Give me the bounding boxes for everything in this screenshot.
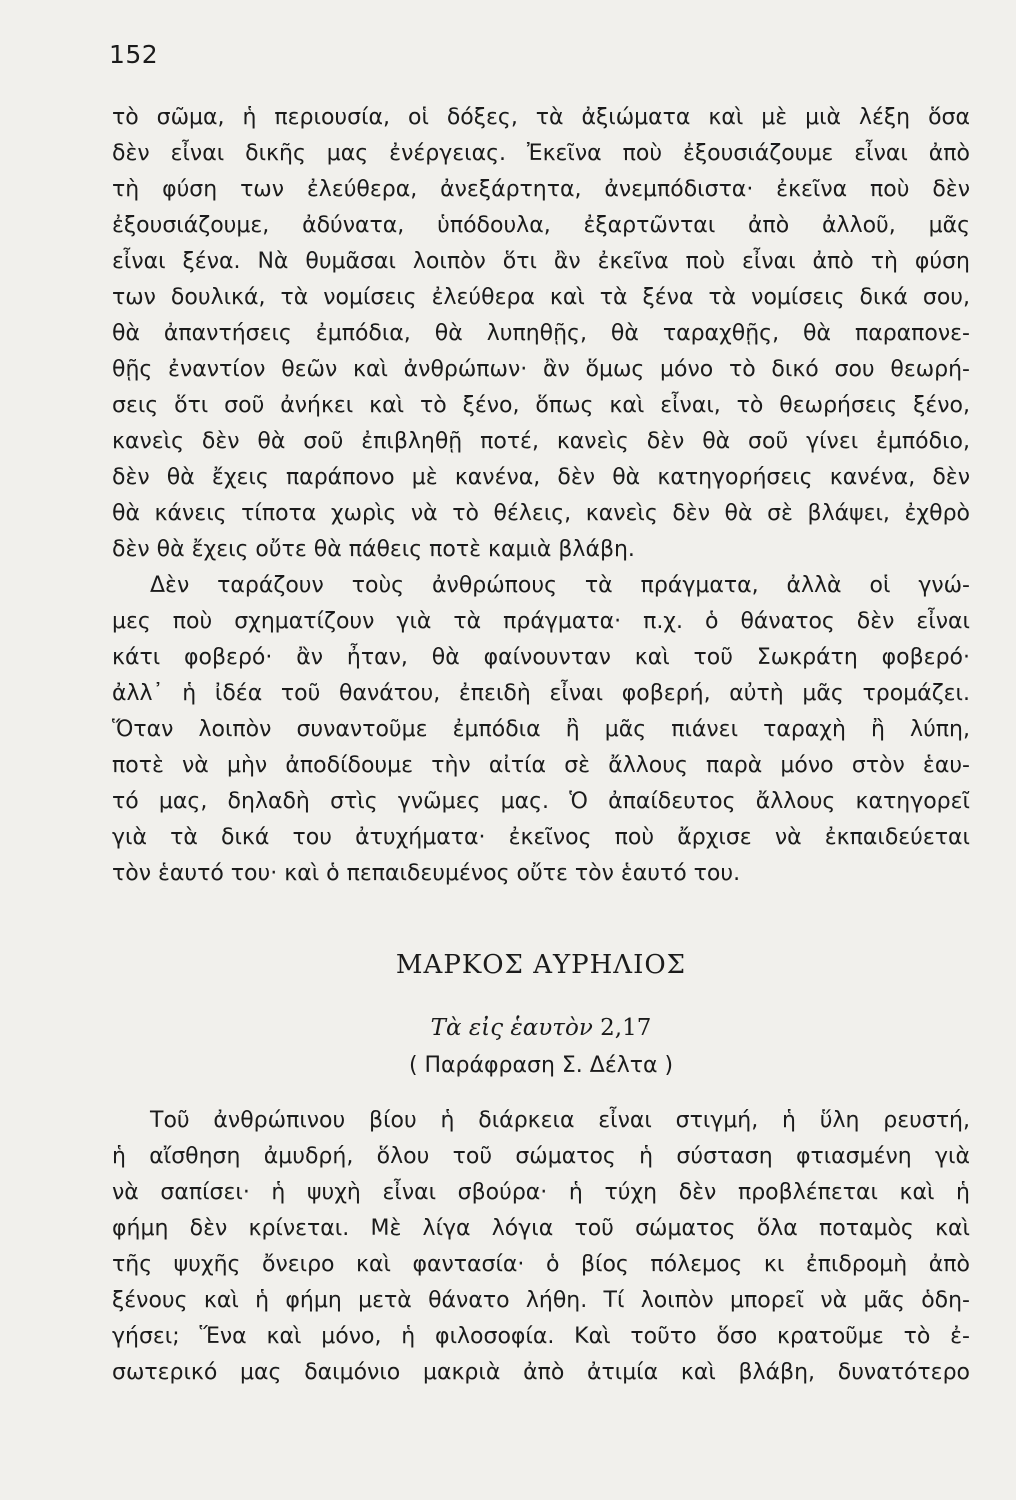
work-reference: 2,17 [600,1015,652,1041]
text-line: θῇς ἐναντίον θεῶν καὶ ἀνθρώπων· ἂν ὅμως μόνο τὸ δικό σου θεωρή- [112,357,970,382]
text-line: Τοῦ ἀνθρώπινου βίου ἡ διάρκεια εἶναι στιγμή, ἡ ὕλη ρευστή, [150,1108,970,1133]
text-line: μες ποὺ σχηματίζουν γιὰ τὰ πράγματα· π.χ. ὁ θάνατος δὲν εἶναι [112,609,970,634]
text-line: τὸν ἑαυτό του· καὶ ὁ πεπαιδευμένος οὔτε τὸν ἑαυτό του. [112,861,741,886]
paragraph-epictetus-continuation [112,100,970,568]
text-line: τὴ φύση των ἐλεύθερα, ἀνεξάρτητα, ἀνεμπόδιστα· ἐκεῖνα ποὺ δὲν [112,177,970,202]
work-name: Τὰ εἰς ἑαυτὸν [430,1015,593,1041]
text-line: φήμη δὲν κρίνεται. Μὲ λίγα λόγια τοῦ σώματος ὅλα ποταμὸς καὶ [112,1216,970,1241]
text-line: ἡ αἴσθηση ἀμυδρή, ὅλου τοῦ σώματος ἡ σύσταση φτιασμένη γιὰ [112,1144,970,1169]
text-line: σεις ὅτι σοῦ ἀνήκει καὶ τὸ ξένο, ὅπως καὶ εἶναι, τὸ θεωρήσεις ξένο, [112,393,970,418]
section-title: ΜΑΡΚΟΣ ΑΥΡΗΛΙΟΣ [395,950,687,980]
text-line: Ὅταν λοιπὸν συναντοῦμε ἐμπόδια ἢ μᾶς πιάνει ταραχὴ ἢ λύπη, [112,717,970,742]
paraphrase-note: ( Παράφραση Σ. Δέλτα ) [408,1053,674,1078]
text-line: θὰ κάνεις τίποτα χωρὶς νὰ τὸ θέλεις, κανεὶς δὲν θὰ σὲ βλάψει, ἐχθρὸ [112,501,970,526]
text-line: ἐξουσιάζουμε, ἀδύνατα, ὑπόδουλα, ἐξαρτῶνται ἀπὸ ἀλλοῦ, μᾶς [112,213,970,238]
page-number: 152 [109,40,159,69]
text-line: γήσει; Ἕνα καὶ μόνο, ἡ φιλοσοφία. Καὶ τοῦτο ὅσο κρατοῦμε τὸ ἐ- [112,1324,970,1349]
text-line: σωτερικό μας δαιμόνιο μακριὰ ἀπὸ ἀτιμία καὶ βλάβη, δυνατότερο [112,1360,970,1385]
text-line: θὰ ἀπαντήσεις ἐμπόδια, θὰ λυπηθῇς, θὰ ταραχθῇς, θὰ παραπονε- [112,321,970,346]
text-line: νὰ σαπίσει· ἡ ψυχὴ εἶναι σβούρα· ἡ τύχη δὲν προβλέπεται καὶ ἡ [112,1180,970,1205]
text-line: τῆς ψυχῆς ὄνειρο καὶ φαντασία· ὁ βίος πόλεμος κι ἐπιδρομὴ ἀπὸ [112,1252,970,1277]
paragraph-marcus-aurelius [112,1103,970,1391]
paragraph-opinions [112,568,970,892]
text-line: κάτι φοβερό· ἂν ἦταν, θὰ φαίνουνταν καὶ τοῦ Σωκράτη φοβερό· [112,645,970,670]
text-line: δὲν θὰ ἔχεις οὔτε θὰ πάθεις ποτὲ καμιὰ βλάβη. [112,537,635,562]
text-line: ποτὲ νὰ μὴν ἀποδίδουμε τὴν αἰτία σὲ ἄλλους παρὰ μόνο στὸν ἑαυ- [112,753,970,778]
work-title [112,1015,970,1041]
text-line: γιὰ τὰ δικά του ἀτυχήματα· ἐκεῖνος ποὺ ἄρχισε νὰ ἐκπαιδεύεται [112,825,970,850]
text-line: κανεὶς δὲν θὰ σοῦ ἐπιβληθῇ ποτέ, κανεὶς δὲν θὰ σοῦ γίνει ἐμπόδιο, [112,429,970,454]
text-line: των δουλικά, τὰ νομίσεις ἐλεύθερα καὶ τὰ ξένα τὰ νομίσεις δικά σου, [112,285,970,310]
text-line: εἶναι ξένα. Νὰ θυμᾶσαι λοιπὸν ὅτι ἂν ἐκεῖνα ποὺ εἶναι ἀπὸ τὴ φύση [112,249,970,274]
text-line: ἀλλ᾽ ἡ ἰδέα τοῦ θανάτου, ἐπειδὴ εἶναι φοβερή, αὐτὴ μᾶς τρομάζει. [112,681,970,706]
text-line: δὲν θὰ ἔχεις παράπονο μὲ κανένα, δὲν θὰ κατηγορήσεις κανένα, δὲν [112,465,970,490]
text-line: τὸ σῶμα, ἡ περιουσία, οἱ δόξες, τὰ ἀξιώματα καὶ μὲ μιὰ λέξη ὅσα [112,105,970,130]
text-line: ξένους καὶ ἡ φήμη μετὰ θάνατο λήθη. Τί λοιπὸν μπορεῖ νὰ μᾶς ὁδη- [112,1288,970,1313]
text-line: τό μας, δηλαδὴ στὶς γνῶμες μας. Ὁ ἀπαίδευτος ἄλλους κατηγορεῖ [112,789,970,814]
text-line: Δὲν ταράζουν τοὺς ἀνθρώπους τὰ πράγματα, ἀλλὰ οἱ γνώ- [150,573,970,598]
text-line: δὲν εἶναι δικῆς μας ἐνέργειας. Ἐκεῖνα ποὺ ἐξουσιάζουμε εἶναι ἀπὸ [112,141,970,166]
